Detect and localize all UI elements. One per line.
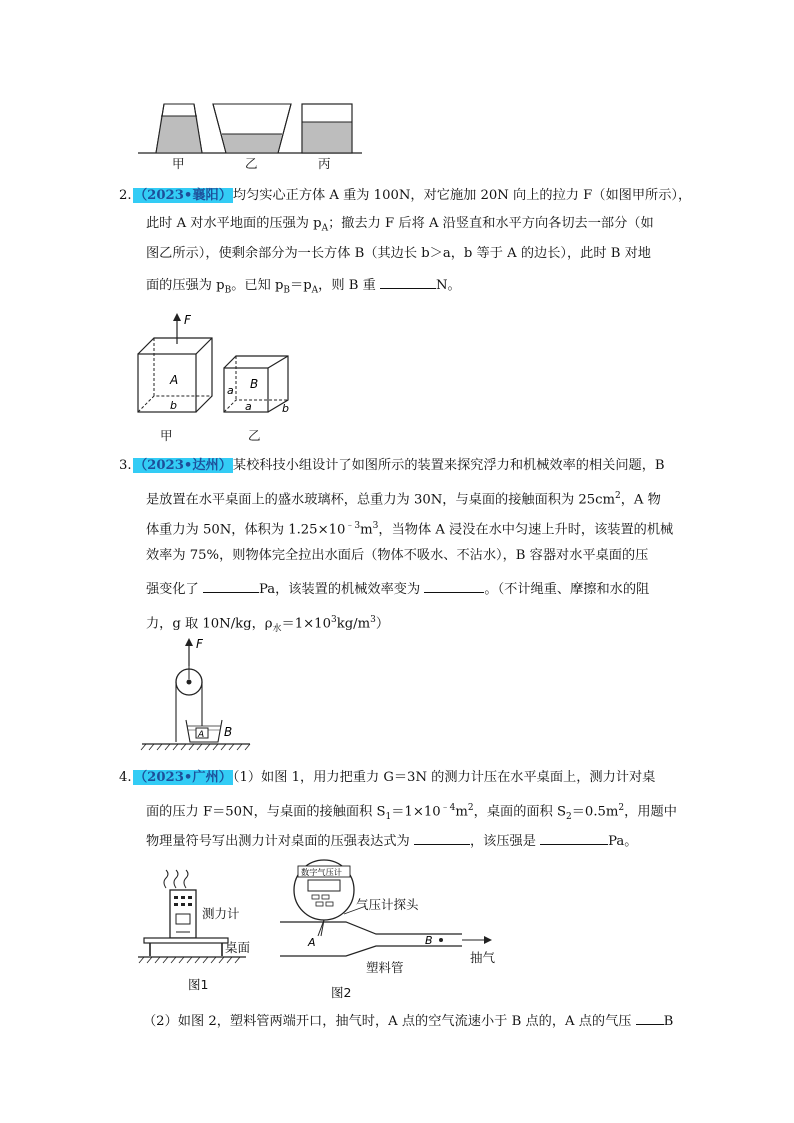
box-label: B — [250, 377, 259, 391]
answer-blank[interactable] — [636, 1010, 664, 1025]
pump-label: 抽气 — [470, 950, 496, 965]
answer-blank[interactable] — [203, 578, 259, 593]
q4-line-1: （2023•广州）（1）如图 1，用力把重力 G＝3N 的测力计压在水平桌面上，测力计对桌 — [134, 770, 656, 785]
q3-line-5: 强变化了 Pa，该装置的机械效率变为 。（不计绳重、摩擦和水的阻 — [146, 578, 649, 600]
q4-line-3: 物理量符号写出测力计对桌面的压强表达式为 ，该压强是 Pa。 — [146, 830, 637, 852]
container-label-yi: 乙 — [245, 156, 258, 171]
q2-line-3: 图乙所示），使剩余部分为一长方体 B（其边长 b＞a，b 等于 A 的边长），此时 B 对地 — [146, 246, 651, 261]
force-label: F — [184, 313, 191, 327]
figure-caption: 图2 — [331, 985, 352, 1000]
edge-label: b — [170, 399, 177, 412]
table-label: 桌面 — [225, 940, 251, 955]
answer-blank[interactable] — [540, 830, 608, 845]
cube-label: A — [170, 373, 179, 387]
point-b-label: B — [425, 934, 433, 947]
object-b-label: B — [224, 725, 233, 739]
q3-line-2: 是放置在水平桌面上的盛水玻璃杯，总重力为 30N，与桌面的接触面积为 $25cm^2$，A 物 — [146, 491, 661, 508]
point-a-label: A — [308, 936, 316, 949]
q3-line-6: 力，g 取 10N/kg，$\rho_水=1\times 10^3kg/m^3$） — [146, 615, 390, 635]
caption-yi: 乙 — [248, 428, 261, 443]
answer-blank[interactable] — [424, 578, 484, 593]
edge-label: b — [282, 402, 289, 415]
probe-label: 气压计探头 — [356, 897, 419, 912]
q3-line-3: 体重力为 50N，体积为 $1.25\times 10^{﹣3}m^3$，当物体 A 浸没在水中匀速上升时，该装置的机械 — [146, 521, 674, 538]
answer-blank[interactable] — [380, 274, 436, 289]
figure-caption: 图1 — [188, 977, 209, 992]
question-number: 2. — [119, 188, 132, 203]
edge-label: a — [227, 384, 234, 397]
q2-line-4: 面的压强为 $p_B$。已知 $p_B=p_A$，则 B 重 N。 — [146, 274, 461, 301]
container-label-jia: 甲 — [172, 156, 185, 171]
source-tag: （2023•达州） — [134, 458, 232, 473]
source-tag: （2023•襄阳） — [134, 188, 232, 203]
tube-label: 塑料管 — [366, 960, 404, 975]
source-tag: （2023•广州） — [134, 770, 232, 785]
q4-line-2: 面的压力 F＝50N，与桌面的接触面积 $S_1=1\times 10^{﹣4}m^2$，桌面的面积 $S_2=0.5m^2$，用题中 — [146, 803, 677, 823]
question-number: 3. — [119, 458, 132, 473]
pulley-figure — [136, 636, 256, 756]
q4-part2: （2）如图 2，塑料管两端开口，抽气时，A 点的空气流速小于 B 点的，A 点的气压 B — [143, 1010, 673, 1032]
gauge-title: 数字气压计 — [301, 867, 342, 877]
q3-line-4: 效率为 75%，则物体完全拉出水面后（物体不吸水、不沾水），B 容器对水平桌面的压 — [146, 548, 649, 563]
caption-jia: 甲 — [160, 428, 173, 443]
meter-label: 测力计 — [202, 906, 240, 921]
force-label: F — [196, 637, 203, 651]
q3-line-1: （2023•达州）某校科技小组设计了如图所示的装置来探究浮力和机械效率的相关问题，B — [134, 458, 665, 473]
answer-blank[interactable] — [414, 830, 470, 845]
cube-figure — [132, 312, 302, 420]
object-a-label: A — [198, 730, 205, 740]
question-number: 4. — [119, 770, 132, 785]
q2-line-2: 此时 A 对水平地面的压强为 $p_A$；撤去力 F 后将 A 沿竖直和水平方向各切去一部分（如 — [146, 216, 654, 234]
edge-label: a — [245, 400, 252, 413]
container-label-bing: 丙 — [318, 156, 331, 171]
q2-line-1: （2023•襄阳）均匀实心正方体 A 重为 100N，对它施加 20N 向上的拉力 F（如图甲所示）， — [134, 188, 692, 203]
